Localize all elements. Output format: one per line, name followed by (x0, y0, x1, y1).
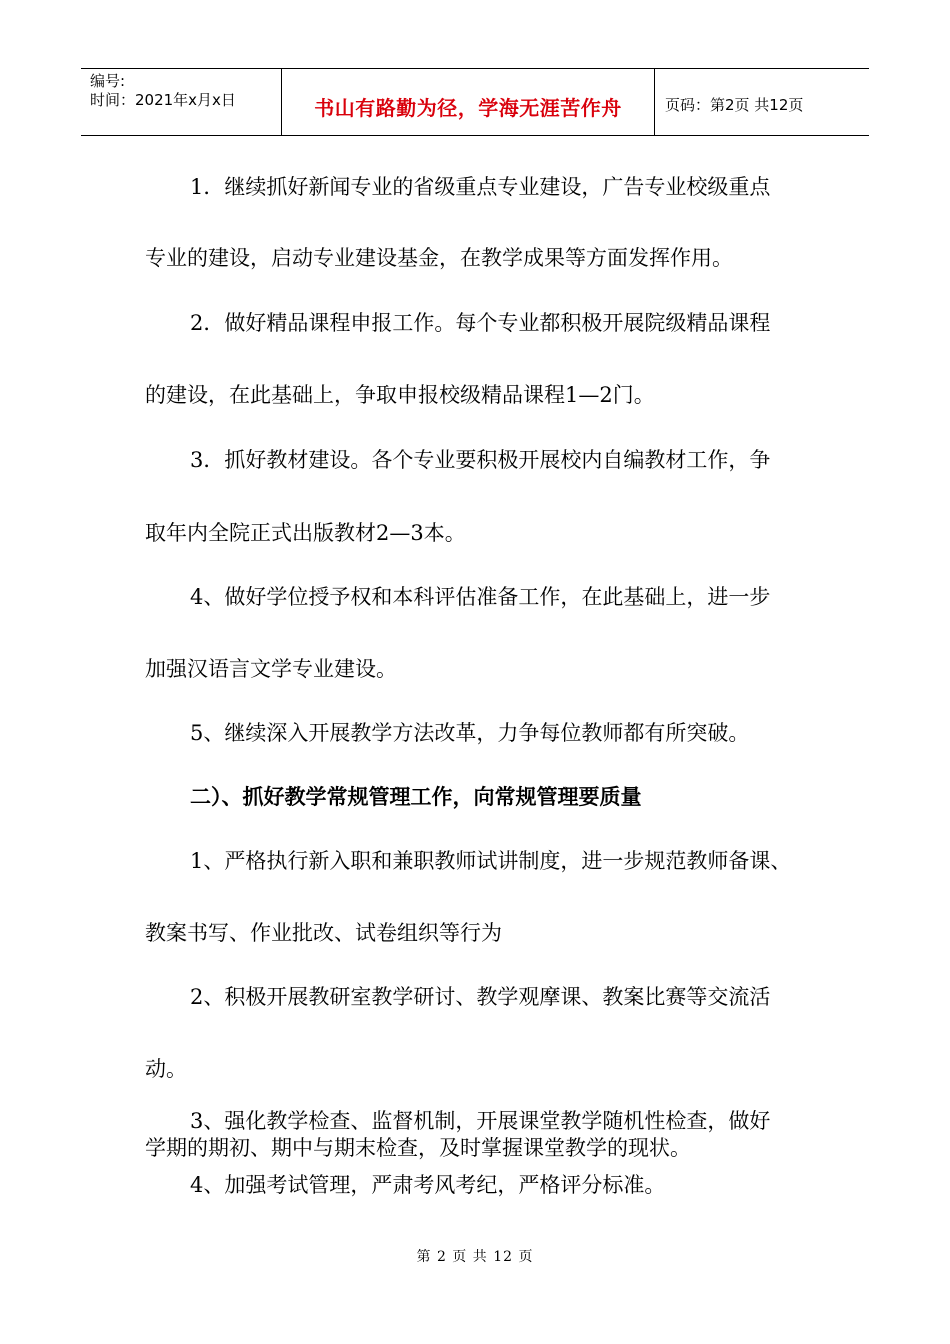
header-page-info: 页码：第2页 共12页 (665, 96, 804, 114)
body-line: 2、积极开展教研室教学研讨、教学观摩课、教案比赛等交流活 (190, 985, 771, 1009)
section-heading: 二）、抓好教学常规管理工作，向常规管理要质量 (190, 785, 642, 809)
body-line: 2．做好精品课程申报工作。每个专业都积极开展院级精品课程 (190, 311, 771, 335)
body-line: 1．继续抓好新闻专业的省级重点专业建设，广告专业校级重点 (190, 175, 771, 199)
document-date: 时间：2021年x月x日 (90, 91, 236, 109)
header-meta-cell (81, 69, 282, 135)
page-header (81, 68, 869, 136)
body-line: 教案书写、作业批改、试卷组织等行为 (145, 921, 502, 945)
body-line: 学期的期初、期中与期末检查，及时掌握课堂教学的现状。 (145, 1136, 691, 1160)
body-line: 5、继续深入开展教学方法改革，力争每位教师都有所突破。 (190, 721, 750, 745)
body-line: 4、加强考试管理，严肃考风考纪，严格评分标准。 (190, 1173, 666, 1197)
body-line: 的建设，在此基础上，争取申报校级精品课程1—2门。 (145, 383, 655, 407)
header-motto: 书山有路勤为径，学海无涯苦作舟 (314, 96, 622, 120)
document-number-label: 编号: (90, 72, 126, 90)
header-page-cell (655, 69, 869, 135)
body-line: 3、强化教学检查、监督机制，开展课堂教学随机性检查，做好 (190, 1109, 771, 1133)
page-footer: 第 2 页 共 12 页 (416, 1249, 534, 1265)
body-line: 专业的建设，启动专业建设基金，在教学成果等方面发挥作用。 (145, 246, 733, 270)
body-line: 取年内全院正式出版教材2—3本。 (145, 521, 466, 545)
body-line: 加强汉语言文学专业建设。 (145, 657, 397, 681)
body-line: 动。 (145, 1057, 187, 1081)
body-line: 3．抓好教材建设。各个专业要积极开展校内自编教材工作，争 (190, 448, 771, 472)
header-motto-cell (282, 69, 655, 135)
body-line: 4、做好学位授予权和本科评估准备工作，在此基础上，进一步 (190, 585, 771, 609)
body-line: 1、严格执行新入职和兼职教师试讲制度，进一步规范教师备课、 (190, 849, 792, 873)
